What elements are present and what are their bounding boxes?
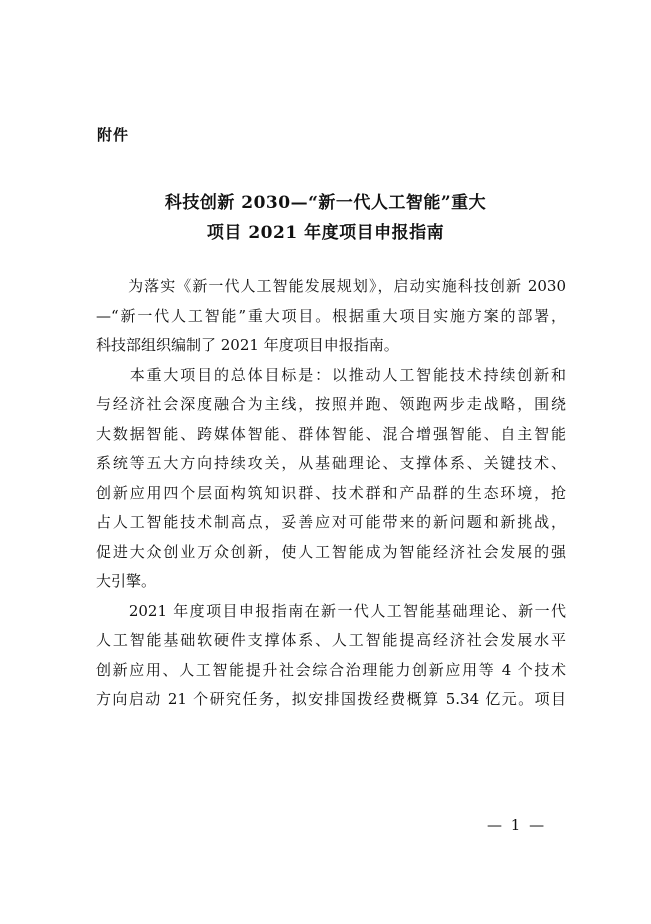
body-line: 系统等五大方向持续攻关，从基础理论、支撑体系、关键技术、 xyxy=(96,454,566,472)
body-line: 科技部组织编制了 2021 年度项目申报指南。 xyxy=(96,336,399,354)
attachment-label: 附件 xyxy=(97,126,130,144)
page-number: — 1 — xyxy=(487,816,547,834)
body-line: 创新应用四个层面构筑知识群、技术群和产品群的生态环境，抢 xyxy=(96,483,566,502)
body-text xyxy=(96,272,566,715)
body-line: 2021 年度项目申报指南在新一代人工智能基础理论、新一代 xyxy=(96,601,566,620)
paragraph-3 xyxy=(96,597,566,715)
body-line: 创新应用、人工智能提升社会综合治理能力创新应用等 4 个技术 xyxy=(96,660,566,679)
body-line: 大引擎。 xyxy=(96,572,157,590)
title-line-1: 科技创新 2030—“新一代人工智能”重大 xyxy=(164,193,487,213)
body-line: 占人工智能技术制高点，妥善应对可能带来的新问题和新挑战， xyxy=(96,513,566,531)
body-line: 大数据智能、跨媒体智能、群体智能、混合增强智能、自主智能 xyxy=(96,424,566,443)
body-line: 与经济社会深度融合为主线，按照并跑、领跑两步走战略，围绕 xyxy=(96,395,566,413)
body-line: 为落实《新一代人工智能发展规划》，启动实施科技创新 2030 xyxy=(96,277,566,295)
paragraph-2 xyxy=(96,361,566,597)
title-line-2: 项目 2021 年度项目申报指南 xyxy=(206,223,445,243)
body-line: —“新一代人工智能”重大项目。根据重大项目实施方案的部署， xyxy=(96,306,566,325)
body-line: 促进大众创业万众创新，使人工智能成为智能经济社会发展的强 xyxy=(96,542,566,561)
paragraph-1 xyxy=(96,272,566,361)
body-line: 方向启动 21 个研究任务，拟安排国拨经费概算 5.34 亿元。项目 xyxy=(96,690,566,708)
body-line: 人工智能基础软硬件支撑体系、人工智能提高经济社会发展水平 xyxy=(96,631,566,649)
body-line: 本重大项目的总体目标是：以推动人工智能技术持续创新和 xyxy=(96,365,566,384)
